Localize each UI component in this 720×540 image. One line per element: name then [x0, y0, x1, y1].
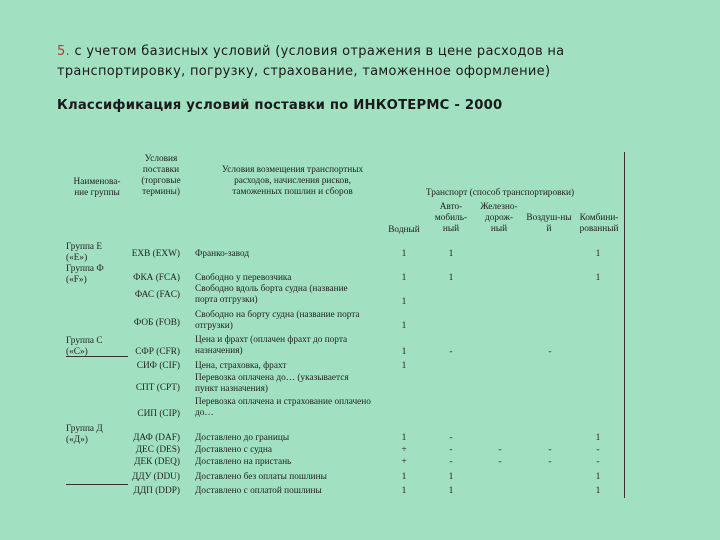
condition-cell: Франко-завод — [195, 249, 250, 259]
condition-cell: Свободно вдоль борта судна (название — [195, 284, 348, 294]
group-d-underline — [66, 484, 128, 485]
term-cell: ДАФ (DAF) — [133, 433, 180, 443]
group-d-label-2: («Д») — [66, 435, 88, 445]
header-terms-2: поставки — [142, 165, 180, 175]
mark-water: 1 — [401, 321, 407, 331]
condition-cell: Перевозка оплачена и страхование оплачено — [195, 397, 371, 407]
mark-water: + — [401, 457, 407, 467]
mark-auto: 1 — [448, 273, 454, 283]
group-f-label-2: («F») — [66, 275, 87, 285]
term-cell: ДЕС (DES) — [135, 445, 180, 455]
mark-combined: - — [596, 445, 600, 455]
term-cell: ДДП (DDP) — [133, 486, 180, 496]
mark-air: - — [548, 457, 552, 467]
mark-water: 1 — [401, 433, 407, 443]
condition-cell: Цена и фрахт (оплачен фрахт до порта — [195, 335, 348, 345]
header-conditions-2: расходов, начисления рисков, — [234, 176, 351, 186]
mark-air: - — [548, 347, 552, 357]
header-transport: Транспорт (способ транспортировки) — [425, 188, 575, 198]
mark-auto: 1 — [448, 486, 454, 496]
mark-combined: 1 — [595, 273, 601, 283]
condition-cell: Перевозка оплачена до… (указывается — [195, 373, 349, 383]
mark-combined: 1 — [595, 433, 601, 443]
condition-cell: Доставлено без оплаты пошлины — [195, 472, 327, 482]
mark-rail: - — [498, 445, 502, 455]
group-f-label-1: Группа Ф — [66, 264, 104, 274]
condition-cell: порта отгрузки) — [195, 295, 258, 305]
mark-water: 1 — [401, 361, 407, 371]
term-cell: ДЕК (DEQ) — [134, 457, 180, 467]
mark-water: 1 — [401, 347, 407, 357]
term-cell: ДДУ (DDU) — [131, 472, 180, 482]
condition-cell: Цена, страховка, фрахт — [195, 361, 287, 371]
mark-water: 1 — [401, 472, 407, 482]
header-auto-3: ный — [442, 224, 460, 234]
table-right-border — [624, 152, 625, 498]
header-rail-3: ный — [490, 224, 508, 234]
header-air: Воздуш-ный — [526, 213, 572, 234]
mark-auto: - — [449, 433, 453, 443]
mark-water: + — [401, 445, 407, 455]
mark-combined: 1 — [595, 472, 601, 482]
mark-auto: 1 — [448, 249, 454, 259]
term-cell: СПТ (CPT) — [135, 383, 180, 393]
condition-cell: Доставлено с оплатой пошлины — [195, 486, 322, 496]
mark-auto: - — [449, 445, 453, 455]
condition-cell: до… — [195, 408, 214, 418]
condition-cell: Доставлено на пристань — [195, 457, 292, 467]
header-conditions-3: таможенных пошлин и сборов — [232, 187, 353, 197]
mark-auto: 1 — [448, 472, 454, 482]
mark-water: 1 — [401, 297, 407, 307]
condition-cell: Доставлено с судна — [195, 445, 272, 455]
header-group-2: ние группы — [74, 188, 120, 198]
term-cell: EXB (EXW) — [131, 249, 180, 259]
group-e-label-1: Группа Е — [66, 242, 103, 252]
condition-cell: назначения) — [195, 346, 243, 356]
header-rail-2: дорож- — [485, 213, 513, 223]
term-cell: СИФ (CIF) — [136, 361, 180, 371]
header-auto-1: Авто- — [439, 202, 463, 212]
term-cell: ФАС (FAC) — [134, 290, 180, 300]
mark-auto: - — [449, 347, 453, 357]
mark-water: 1 — [401, 249, 407, 259]
header-terms-1: Условия — [144, 154, 178, 164]
condition-cell: Свободно на борту судна (название порта — [195, 310, 360, 320]
mark-water: 1 — [401, 273, 407, 283]
term-cell: СИП (CIP) — [137, 409, 180, 419]
header-terms-3: (торговые — [141, 176, 181, 186]
intro-text: с учетом базисных условий (условия отражения в цене расходов на транспортировку, погрузку, страхование, таможенное оформление) — [57, 44, 565, 79]
condition-cell: Свободно у перевозчика — [195, 273, 292, 283]
header-terms-4: термины) — [142, 187, 180, 197]
header-combined-1: Комбини- — [579, 213, 619, 223]
mark-rail: - — [498, 457, 502, 467]
mark-combined: 1 — [595, 486, 601, 496]
header-group-1: Наименова- — [73, 177, 121, 187]
mark-combined: - — [596, 457, 600, 467]
group-e-label-2: («Е») — [66, 253, 88, 263]
header-water: Водный — [388, 225, 420, 235]
mark-auto: - — [449, 457, 453, 467]
term-cell: ФОБ (FOB) — [133, 318, 180, 328]
header-combined-2: рованный — [579, 224, 619, 234]
term-cell: ФКА (FCA) — [133, 273, 180, 283]
condition-cell: пункт назначения) — [195, 384, 269, 394]
header-rail-1: Железно- — [480, 202, 518, 212]
group-c-label-1: Группа С — [66, 336, 103, 346]
mark-air: - — [548, 445, 552, 455]
group-c-label-2: («С») — [66, 347, 88, 357]
header-conditions-1: Условия возмещения транспортных — [221, 165, 364, 175]
header-auto-2: мобиль- — [434, 213, 468, 223]
condition-cell: отгрузки) — [195, 321, 233, 331]
mark-water: 1 — [401, 486, 407, 496]
condition-cell: Доставлено до границы — [195, 433, 290, 443]
mark-combined: 1 — [595, 249, 601, 259]
intro-number: 5. — [57, 44, 71, 59]
term-cell: СФР (CFR) — [135, 347, 180, 357]
group-d-label-1: Группа Д — [66, 424, 103, 434]
page-title: Классификация условий поставки по ИНКОТЕРМС - 2000 — [57, 98, 503, 113]
